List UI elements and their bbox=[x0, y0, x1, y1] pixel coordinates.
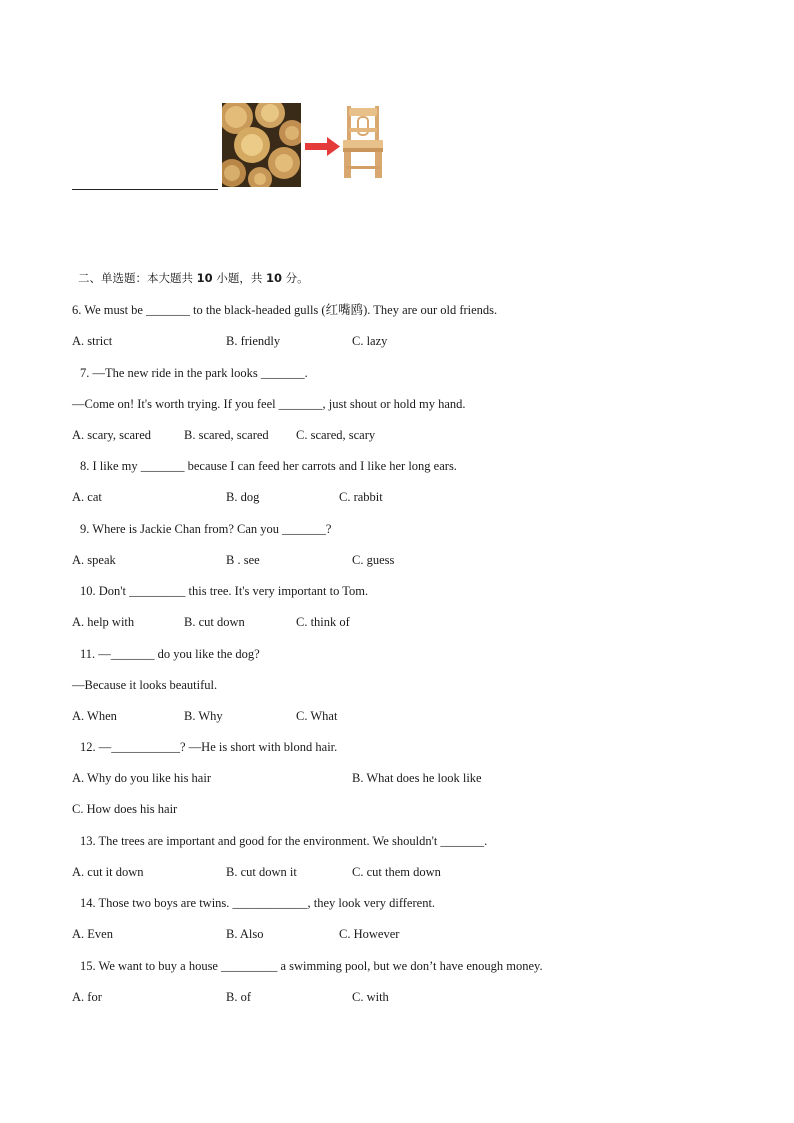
question-7-stem-2: —Come on! It's worth trying. If you feel _______, just shout or hold my hand. bbox=[72, 397, 466, 411]
section-header bbox=[78, 270, 309, 286]
question-14-stem: 14. Those two boys are twins. ____________, they look very different. bbox=[80, 896, 436, 910]
question-14-option-c[interactable]: C. However bbox=[339, 927, 400, 941]
wooden-chair-image bbox=[340, 104, 386, 180]
wood-logs-image bbox=[222, 103, 301, 187]
header-score: 10 bbox=[265, 271, 282, 285]
question-7-option-c[interactable]: C. scared, scary bbox=[296, 428, 376, 442]
question-12-option-a[interactable]: A. Why do you like his hair bbox=[72, 771, 211, 785]
question-10-option-b[interactable]: B. cut down bbox=[184, 615, 245, 629]
question-12-option-b[interactable]: B. What does he look like bbox=[352, 771, 482, 785]
question-10-option-c[interactable]: C. think of bbox=[296, 615, 350, 629]
question-12-option-c[interactable]: C. How does his hair bbox=[72, 802, 178, 816]
question-10-stem: 10. Don't _________ this tree. It's very important to Tom. bbox=[80, 584, 369, 598]
question-13-option-b[interactable]: B. cut down it bbox=[226, 865, 297, 879]
question-11-option-c[interactable]: C. What bbox=[296, 709, 338, 723]
question-15-option-b[interactable]: B. of bbox=[226, 990, 251, 1004]
question-14-option-a[interactable]: A. Even bbox=[72, 927, 113, 941]
question-13-stem: 13. The trees are important and good for the environment. We shouldn't _______. bbox=[80, 834, 488, 848]
question-13-option-c[interactable]: C. cut them down bbox=[352, 865, 441, 879]
question-11-stem-2: —Because it looks beautiful. bbox=[72, 678, 218, 692]
question-7-option-b[interactable]: B. scared, scared bbox=[184, 428, 269, 442]
question-8-stem: 8. I like my _______ because I can feed her carrots and I like her long ears. bbox=[80, 459, 457, 473]
question-15-stem: 15. We want to buy a house _________ a swimming pool, but we don’t have enough money. bbox=[80, 959, 543, 973]
question-15-option-c[interactable]: C. with bbox=[352, 990, 389, 1004]
question-11-option-a[interactable]: A. When bbox=[72, 709, 117, 723]
question-12-stem: 12. —___________? —He is short with blond hair. bbox=[80, 740, 338, 754]
question-7-stem: 7. —The new ride in the park looks _______. bbox=[80, 366, 308, 380]
question-6-option-a[interactable]: A. strict bbox=[72, 334, 113, 348]
question-15-option-a[interactable]: A. for bbox=[72, 990, 102, 1004]
question-10-option-a[interactable]: A. help with bbox=[72, 615, 135, 629]
question-6-option-c[interactable]: C. lazy bbox=[352, 334, 388, 348]
question-9-option-c[interactable]: C. guess bbox=[352, 553, 395, 567]
header-suffix: 分。 bbox=[285, 271, 309, 285]
question-13-option-a[interactable]: A. cut it down bbox=[72, 865, 144, 879]
header-prefix: 二、单选题：本大题共 bbox=[78, 271, 193, 285]
question-6-stem: 6. We must be _______ to the black-headed gulls (红嘴鸥). They are our old friends. bbox=[72, 303, 498, 317]
arrow-right-icon bbox=[303, 135, 341, 157]
header-count: 10 bbox=[196, 271, 213, 285]
question-6-option-b[interactable]: B. friendly bbox=[226, 334, 281, 348]
question-11-option-b[interactable]: B. Why bbox=[184, 709, 223, 723]
question-14-option-b[interactable]: B. Also bbox=[226, 927, 264, 941]
question-7-option-a[interactable]: A. scary, scared bbox=[72, 428, 152, 442]
question-8-option-a[interactable]: A. cat bbox=[72, 490, 102, 504]
question-8-option-b[interactable]: B. dog bbox=[226, 490, 260, 504]
header-mid: 小题，共 bbox=[216, 271, 263, 285]
question-9-option-a[interactable]: A. speak bbox=[72, 553, 116, 567]
question-11-stem: 11. —_______ do you like the dog? bbox=[80, 647, 260, 661]
question-9-stem: 9. Where is Jackie Chan from? Can you _______? bbox=[80, 522, 332, 536]
question-9-option-b[interactable]: B . see bbox=[226, 553, 260, 567]
answer-blank-line bbox=[72, 189, 218, 190]
question-8-option-c[interactable]: C. rabbit bbox=[339, 490, 383, 504]
